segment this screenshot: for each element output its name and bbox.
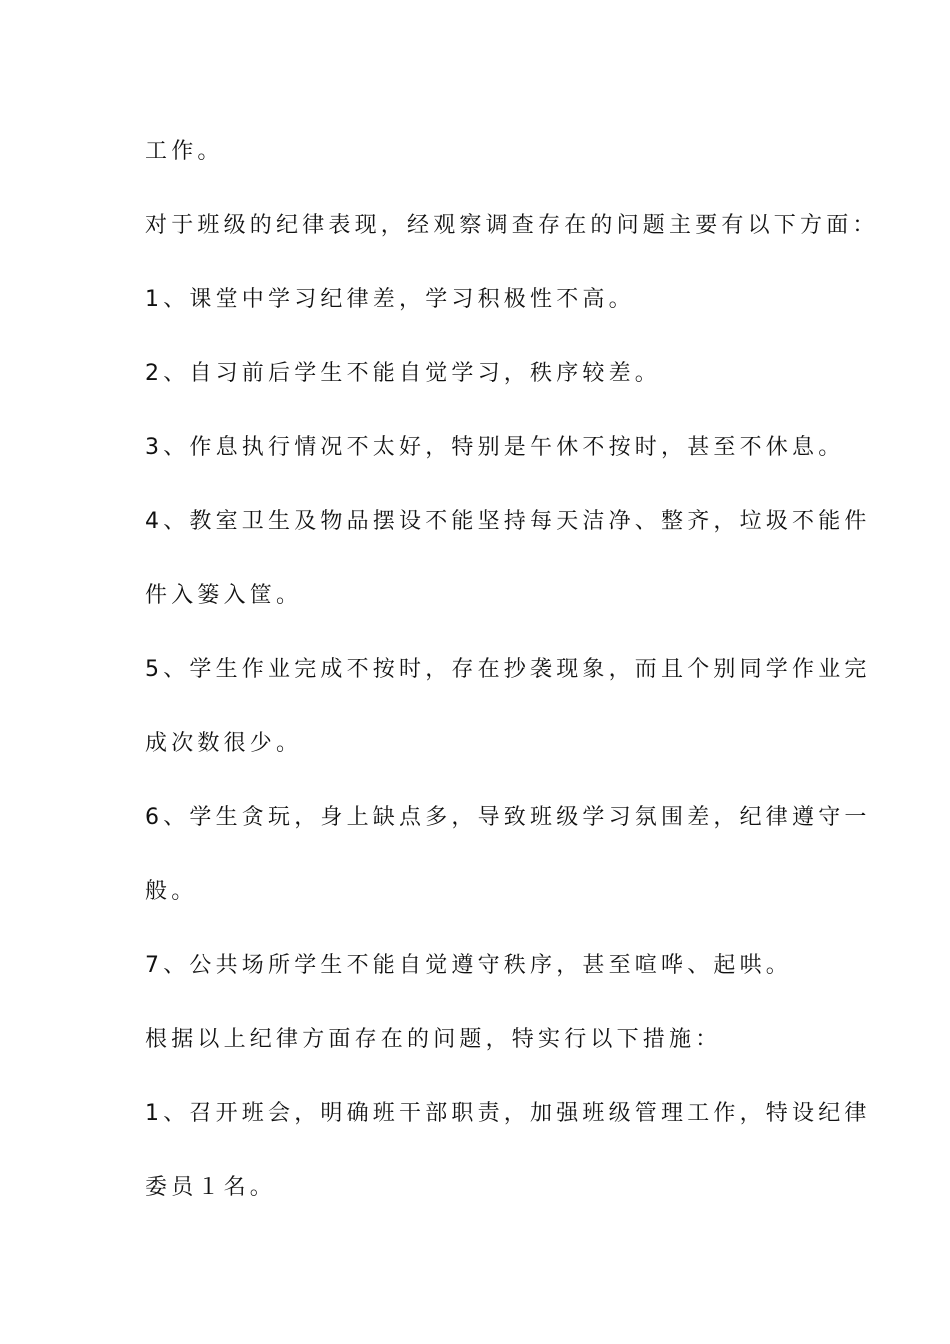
text-line: 3、作息执行情况不太好，特别是午休不按时，甚至不休息。 (145, 435, 845, 460)
text-line: 工作。 (145, 139, 224, 164)
text-line: 件入篓入筐。 (145, 583, 303, 608)
text-line: 1、课堂中学习纪律差，学习积极性不高。 (145, 287, 635, 312)
text-line: 委员１名。 (145, 1175, 277, 1200)
text-line: 成次数很少。 (145, 731, 303, 756)
text-line: 4、教室卫生及物品摆设不能坚持每天洁净、整齐，垃圾不能件 (145, 509, 871, 534)
text-line: 般。 (145, 879, 198, 904)
text-line: 根据以上纪律方面存在的问题，特实行以下措施： (145, 1027, 722, 1052)
text-line: 2、自习前后学生不能自觉学习，秩序较差。 (145, 361, 661, 386)
text-line: 7、公共场所学生不能自觉遵守秩序，甚至喧哗、起哄。 (145, 953, 792, 978)
text-line: 对于班级的纪律表现，经观察调查存在的问题主要有以下方面： (145, 213, 879, 238)
text-line: 1、召开班会，明确班干部职责，加强班级管理工作，特设纪律 (145, 1101, 871, 1126)
text-line: 5、学生作业完成不按时，存在抄袭现象，而且个别同学作业完 (145, 657, 871, 682)
text-line: 6、学生贪玩，身上缺点多，导致班级学习氛围差，纪律遵守一 (145, 805, 871, 830)
